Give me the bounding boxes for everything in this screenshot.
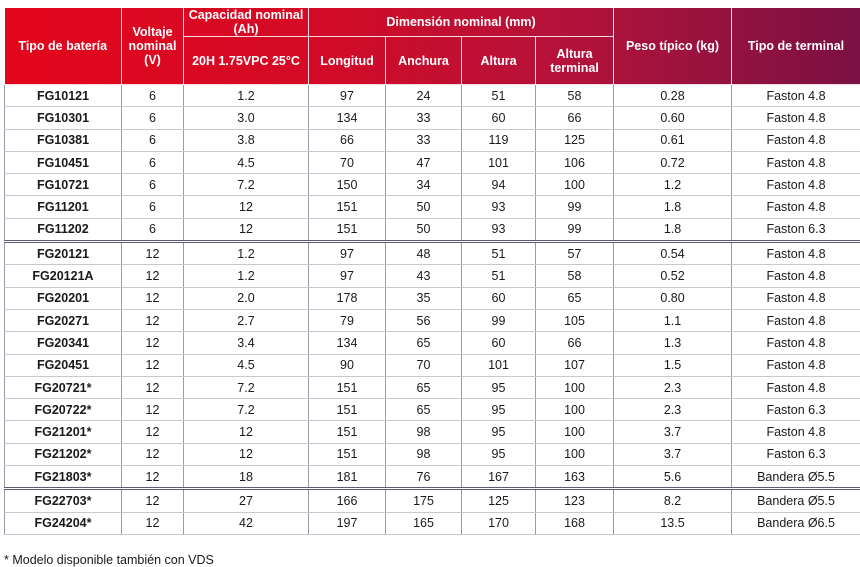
anchura-cell: 65 (386, 332, 462, 354)
peso-cell: 1.2 (614, 174, 732, 196)
altura-terminal-cell: 100 (536, 399, 614, 421)
tipo-cell: FG20121 (5, 242, 122, 265)
tipo-cell: FG20341 (5, 332, 122, 354)
longitud-cell: 150 (309, 174, 386, 196)
anchura-cell: 33 (386, 107, 462, 129)
capacidad-cell: 7.2 (184, 376, 309, 398)
capacidad-cell: 27 (184, 489, 309, 512)
longitud-cell: 151 (309, 399, 386, 421)
longitud-cell: 178 (309, 287, 386, 309)
peso-cell: 13.5 (614, 512, 732, 534)
tipo-cell: FG10301 (5, 107, 122, 129)
tipo-cell: FG21803* (5, 466, 122, 489)
altura-cell: 95 (462, 376, 536, 398)
voltaje-cell: 6 (122, 151, 184, 173)
longitud-cell: 70 (309, 151, 386, 173)
terminal-cell: Faston 4.8 (732, 287, 860, 309)
capacidad-cell: 2.0 (184, 287, 309, 309)
voltaje-cell: 12 (122, 489, 184, 512)
longitud-cell: 151 (309, 196, 386, 218)
capacidad-cell: 4.5 (184, 151, 309, 173)
terminal-cell: Faston 4.8 (732, 376, 860, 398)
tipo-cell: FG20121A (5, 265, 122, 287)
longitud-cell: 97 (309, 265, 386, 287)
altura-cell: 51 (462, 265, 536, 287)
altura-cell: 93 (462, 218, 536, 241)
altura-terminal-cell: 123 (536, 489, 614, 512)
altura-cell: 60 (462, 287, 536, 309)
peso-cell: 1.1 (614, 309, 732, 331)
capacidad-cell: 12 (184, 421, 309, 443)
anchura-cell: 65 (386, 376, 462, 398)
anchura-cell: 24 (386, 85, 462, 107)
capacidad-cell: 7.2 (184, 399, 309, 421)
altura-terminal-cell: 66 (536, 107, 614, 129)
peso-cell: 1.8 (614, 218, 732, 241)
terminal-cell: Faston 4.8 (732, 354, 860, 376)
altura-terminal-cell: 66 (536, 332, 614, 354)
tipo-cell: FG24204* (5, 512, 122, 534)
longitud-cell: 151 (309, 218, 386, 241)
table-row (5, 466, 860, 489)
anchura-cell: 50 (386, 196, 462, 218)
table-header (5, 8, 860, 85)
altura-cell: 119 (462, 129, 536, 151)
tipo-cell: FG20721* (5, 376, 122, 398)
voltaje-cell: 12 (122, 332, 184, 354)
capacidad-cell: 12 (184, 218, 309, 241)
header-tipo-bateria: Tipo de batería (5, 8, 122, 85)
capacidad-cell: 18 (184, 466, 309, 489)
altura-cell: 60 (462, 332, 536, 354)
peso-cell: 0.52 (614, 265, 732, 287)
altura-terminal-cell: 58 (536, 265, 614, 287)
capacidad-cell: 3.0 (184, 107, 309, 129)
terminal-cell: Bandera Ø5.5 (732, 466, 860, 489)
terminal-cell: Faston 4.8 (732, 421, 860, 443)
altura-terminal-cell: 107 (536, 354, 614, 376)
altura-cell: 51 (462, 85, 536, 107)
table-row (5, 512, 860, 534)
capacidad-cell: 3.4 (184, 332, 309, 354)
capacidad-cell: 3.8 (184, 129, 309, 151)
table-row (5, 309, 860, 331)
longitud-cell: 166 (309, 489, 386, 512)
anchura-cell: 34 (386, 174, 462, 196)
altura-terminal-cell: 100 (536, 174, 614, 196)
tipo-cell: FG20201 (5, 287, 122, 309)
table-row (5, 421, 860, 443)
capacidad-cell: 4.5 (184, 354, 309, 376)
tipo-cell: FG20451 (5, 354, 122, 376)
terminal-cell: Faston 4.8 (732, 196, 860, 218)
altura-cell: 94 (462, 174, 536, 196)
altura-cell: 95 (462, 443, 536, 465)
table-row (5, 489, 860, 512)
voltaje-cell: 12 (122, 265, 184, 287)
voltaje-cell: 12 (122, 466, 184, 489)
table-row (5, 151, 860, 173)
header-anchura: Anchura (386, 37, 462, 85)
voltaje-cell: 12 (122, 376, 184, 398)
battery-spec-table (4, 8, 860, 535)
table-row (5, 265, 860, 287)
table-row (5, 174, 860, 196)
capacidad-cell: 1.2 (184, 85, 309, 107)
altura-terminal-cell: 65 (536, 287, 614, 309)
voltaje-cell: 12 (122, 443, 184, 465)
altura-terminal-cell: 99 (536, 218, 614, 241)
peso-cell: 2.3 (614, 376, 732, 398)
longitud-cell: 97 (309, 85, 386, 107)
terminal-cell: Faston 4.8 (732, 85, 860, 107)
anchura-cell: 56 (386, 309, 462, 331)
table-row (5, 196, 860, 218)
terminal-cell: Faston 6.3 (732, 443, 860, 465)
capacidad-cell: 2.7 (184, 309, 309, 331)
longitud-cell: 134 (309, 332, 386, 354)
altura-cell: 51 (462, 242, 536, 265)
tipo-cell: FG20722* (5, 399, 122, 421)
anchura-cell: 35 (386, 287, 462, 309)
terminal-cell: Faston 4.8 (732, 265, 860, 287)
peso-cell: 0.60 (614, 107, 732, 129)
altura-terminal-cell: 125 (536, 129, 614, 151)
table-row (5, 332, 860, 354)
tipo-cell: FG22703* (5, 489, 122, 512)
altura-cell: 93 (462, 196, 536, 218)
capacidad-cell: 1.2 (184, 242, 309, 265)
altura-cell: 167 (462, 466, 536, 489)
altura-cell: 101 (462, 151, 536, 173)
footnote: * Modelo disponible también con VDS (4, 553, 214, 567)
header-dimension: Dimensión nominal (mm) (309, 8, 614, 37)
anchura-cell: 175 (386, 489, 462, 512)
anchura-cell: 98 (386, 421, 462, 443)
altura-terminal-cell: 106 (536, 151, 614, 173)
header-capacidad-sub: 20H 1.75VPC 25°C (184, 37, 309, 85)
tipo-cell: FG20271 (5, 309, 122, 331)
terminal-cell: Bandera Ø6.5 (732, 512, 860, 534)
voltaje-cell: 6 (122, 218, 184, 241)
longitud-cell: 90 (309, 354, 386, 376)
terminal-cell: Faston 4.8 (732, 242, 860, 265)
voltaje-cell: 12 (122, 399, 184, 421)
tipo-cell: FG10721 (5, 174, 122, 196)
table-row (5, 354, 860, 376)
capacidad-cell: 12 (184, 443, 309, 465)
tipo-cell: FG21202* (5, 443, 122, 465)
tipo-cell: FG10451 (5, 151, 122, 173)
header-altura: Altura (462, 37, 536, 85)
voltaje-cell: 12 (122, 309, 184, 331)
altura-cell: 125 (462, 489, 536, 512)
header-longitud: Longitud (309, 37, 386, 85)
peso-cell: 3.7 (614, 443, 732, 465)
anchura-cell: 47 (386, 151, 462, 173)
terminal-cell: Faston 6.3 (732, 399, 860, 421)
peso-cell: 0.54 (614, 242, 732, 265)
tipo-cell: FG11201 (5, 196, 122, 218)
altura-terminal-cell: 58 (536, 85, 614, 107)
longitud-cell: 66 (309, 129, 386, 151)
altura-cell: 101 (462, 354, 536, 376)
peso-cell: 0.61 (614, 129, 732, 151)
terminal-cell: Faston 4.8 (732, 332, 860, 354)
table-row (5, 107, 860, 129)
terminal-cell: Faston 6.3 (732, 218, 860, 241)
capacidad-cell: 42 (184, 512, 309, 534)
altura-terminal-cell: 168 (536, 512, 614, 534)
voltaje-cell: 6 (122, 174, 184, 196)
voltaje-cell: 12 (122, 512, 184, 534)
anchura-cell: 48 (386, 242, 462, 265)
table-row (5, 287, 860, 309)
altura-cell: 99 (462, 309, 536, 331)
altura-cell: 60 (462, 107, 536, 129)
longitud-cell: 134 (309, 107, 386, 129)
voltaje-cell: 12 (122, 354, 184, 376)
anchura-cell: 98 (386, 443, 462, 465)
altura-terminal-cell: 57 (536, 242, 614, 265)
altura-terminal-cell: 100 (536, 443, 614, 465)
peso-cell: 5.6 (614, 466, 732, 489)
anchura-cell: 70 (386, 354, 462, 376)
anchura-cell: 33 (386, 129, 462, 151)
tipo-cell: FG10121 (5, 85, 122, 107)
table-row (5, 242, 860, 265)
voltaje-cell: 12 (122, 421, 184, 443)
table-row (5, 376, 860, 398)
table-row (5, 443, 860, 465)
anchura-cell: 76 (386, 466, 462, 489)
longitud-cell: 151 (309, 376, 386, 398)
header-terminal: Tipo de terminal (732, 8, 860, 85)
terminal-cell: Bandera Ø5.5 (732, 489, 860, 512)
altura-cell: 170 (462, 512, 536, 534)
table-row (5, 129, 860, 151)
tipo-cell: FG11202 (5, 218, 122, 241)
voltaje-cell: 12 (122, 287, 184, 309)
longitud-cell: 79 (309, 309, 386, 331)
tipo-cell: FG21201* (5, 421, 122, 443)
peso-cell: 1.3 (614, 332, 732, 354)
peso-cell: 0.72 (614, 151, 732, 173)
peso-cell: 1.5 (614, 354, 732, 376)
table-body (5, 85, 860, 535)
longitud-cell: 181 (309, 466, 386, 489)
altura-terminal-cell: 105 (536, 309, 614, 331)
terminal-cell: Faston 4.8 (732, 151, 860, 173)
tipo-cell: FG10381 (5, 129, 122, 151)
voltaje-cell: 6 (122, 129, 184, 151)
peso-cell: 3.7 (614, 421, 732, 443)
altura-cell: 95 (462, 399, 536, 421)
peso-cell: 0.80 (614, 287, 732, 309)
anchura-cell: 65 (386, 399, 462, 421)
header-altura-terminal: Altura terminal (536, 37, 614, 85)
voltaje-cell: 12 (122, 242, 184, 265)
capacidad-cell: 7.2 (184, 174, 309, 196)
altura-terminal-cell: 100 (536, 376, 614, 398)
terminal-cell: Faston 4.8 (732, 129, 860, 151)
altura-terminal-cell: 163 (536, 466, 614, 489)
table-row (5, 399, 860, 421)
anchura-cell: 165 (386, 512, 462, 534)
voltaje-cell: 6 (122, 107, 184, 129)
terminal-cell: Faston 4.8 (732, 309, 860, 331)
peso-cell: 8.2 (614, 489, 732, 512)
peso-cell: 2.3 (614, 399, 732, 421)
anchura-cell: 43 (386, 265, 462, 287)
peso-cell: 0.28 (614, 85, 732, 107)
peso-cell: 1.8 (614, 196, 732, 218)
longitud-cell: 197 (309, 512, 386, 534)
longitud-cell: 97 (309, 242, 386, 265)
capacidad-cell: 12 (184, 196, 309, 218)
table-row (5, 85, 860, 107)
anchura-cell: 50 (386, 218, 462, 241)
voltaje-cell: 6 (122, 85, 184, 107)
header-peso: Peso típico (kg) (614, 8, 732, 85)
altura-terminal-cell: 99 (536, 196, 614, 218)
header-capacidad: Capacidad nominal (Ah) (184, 8, 309, 37)
header-voltaje: Voltaje nominal (V) (122, 8, 184, 85)
altura-terminal-cell: 100 (536, 421, 614, 443)
altura-cell: 95 (462, 421, 536, 443)
table-row (5, 218, 860, 241)
longitud-cell: 151 (309, 421, 386, 443)
capacidad-cell: 1.2 (184, 265, 309, 287)
longitud-cell: 151 (309, 443, 386, 465)
terminal-cell: Faston 4.8 (732, 107, 860, 129)
voltaje-cell: 6 (122, 196, 184, 218)
terminal-cell: Faston 4.8 (732, 174, 860, 196)
